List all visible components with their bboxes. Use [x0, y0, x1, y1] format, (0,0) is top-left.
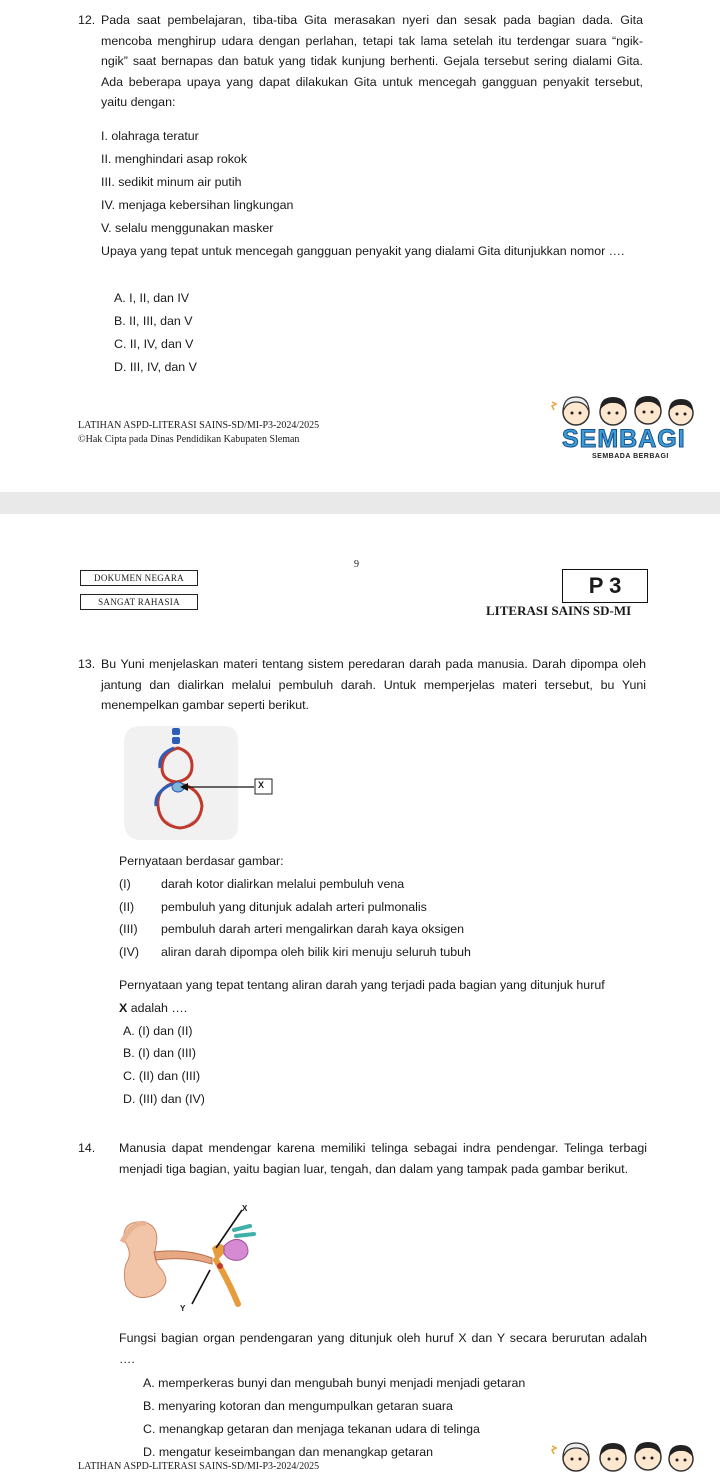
- ear-anatomy-diagram: [116, 1200, 266, 1320]
- kids-illustration: [548, 1436, 698, 1472]
- option-b[interactable]: B. menyaring kotoran dan mengumpulkan getaran suara: [143, 1399, 453, 1413]
- ear-figure: [116, 1200, 266, 1320]
- statement-number: (I): [119, 877, 131, 891]
- question-13-question: Pernyataan yang tepat tentang aliran darah yang terjadi pada bagian yang ditunjuk huruf: [119, 978, 605, 992]
- question-12-number: 12.: [78, 13, 96, 27]
- option-b[interactable]: B. (I) dan (III): [123, 1046, 196, 1060]
- q12-item: V. selalu menggunakan masker: [101, 221, 274, 235]
- secret-label: SANGAT RAHASIA: [80, 594, 198, 610]
- statement-text: pembuluh darah arteri mengalirkan darah kaya oksigen: [161, 922, 465, 936]
- paper-code: P 3: [562, 569, 648, 603]
- bold-letter-x: X: [119, 1001, 128, 1015]
- question-14-intro: Manusia dapat mendengar karena memiliki telinga sebagai indra pendengar. Telinga terbagi menjadi tiga bagian, yaitu bagian luar, tengah, dan dalam yang tampak pada gambar berikut.: [119, 1141, 647, 1176]
- statement-text: aliran darah dipompa oleh bilik kiri menuju seluruh tubuh: [161, 945, 471, 959]
- footer-exam-title: LATIHAN ASPD-LITERASI SAINS-SD/MI-P3-2024/2025: [78, 420, 320, 431]
- footer-kids-illustration: [548, 1436, 698, 1472]
- kids-illustration: [548, 392, 698, 428]
- option-a[interactable]: A. memperkeras bunyi dan mengubah bunyi menjadi menjadi getaran: [143, 1376, 526, 1390]
- q12-item: I. olahraga teratur: [101, 129, 199, 143]
- option-a[interactable]: A. I, II, dan IV: [114, 291, 190, 305]
- option-a[interactable]: A. (I) dan (II): [123, 1024, 193, 1038]
- statement-number: (III): [119, 922, 138, 936]
- subject-title: LITERASI SAINS SD-MI: [486, 603, 632, 618]
- statement-text: pembuluh yang ditunjuk adalah arteri pulmonalis: [161, 900, 427, 914]
- q12-item: IV. menjaga kebersihan lingkungan: [101, 198, 294, 212]
- statement-number: (II): [119, 900, 135, 914]
- question-12-intro: Pada saat pembelajaran, tiba-tiba Gita merasakan nyeri dan sesak pada bagian dada. Gita mencoba menghirup udara dengan perlahan, tetapi tak lama setelah itu terdengar suara “ngik-ngik” saat bernapas dan batuk yang tidak kunjung berhenti. Gejala tersebut sering dialami Gita. Ada beberapa upaya yang dapat dilakukan Gita untuk mencegah gangguan penyakit tersebut, yaitu dengan:: [101, 13, 643, 109]
- option-d[interactable]: D. mengatur keseimbangan dan menangkap getaran: [143, 1445, 433, 1459]
- page-number: 9: [354, 559, 359, 570]
- logo-subtitle: SEMBADA BERBAGI: [592, 453, 669, 460]
- logo-title: SEMBAGI: [562, 425, 686, 453]
- option-d[interactable]: D. III, IV, dan V: [114, 360, 197, 374]
- figure-label-x: X: [258, 780, 265, 790]
- sembagi-logo: [548, 392, 698, 472]
- statement-number: (IV): [119, 945, 139, 959]
- question-13-question-end: [119, 1000, 187, 1016]
- statement-text: darah kotor dialirkan melalui pembuluh vena: [161, 877, 405, 891]
- question-13-intro: Bu Yuni menjelaskan materi tentang sistem peredaran darah pada manusia. Darah dipompa oleh jantung dan dialirkan melalui pembuluh darah. Untuk memperjelas materi tersebut, bu Yuni menempelkan gambar seperti berikut.: [101, 657, 646, 712]
- circulation-figure: [120, 722, 280, 842]
- question-12-question: Upaya yang tepat untuk mencegah gangguan penyakit yang dialami Gita ditunjukkan nomor ….: [101, 244, 625, 258]
- option-d[interactable]: D. (III) dan (IV): [123, 1092, 205, 1106]
- q12-item: II. menghindari asap rokok: [101, 152, 248, 166]
- q12-item: III. sedikit minum air putih: [101, 175, 242, 189]
- page-break: [0, 492, 720, 514]
- statements-title: Pernyataan berdasar gambar:: [119, 854, 284, 868]
- option-c[interactable]: C. II, IV, dan V: [114, 337, 194, 351]
- ear-label-x: X: [242, 1204, 248, 1213]
- option-b[interactable]: B. II, III, dan V: [114, 314, 193, 328]
- blood-circulation-diagram: [120, 722, 280, 842]
- question-14-number: 14.: [78, 1141, 96, 1155]
- doc-label: DOKUMEN NEGARA: [80, 570, 198, 586]
- question-13-question-tail: adalah ….: [127, 1001, 188, 1015]
- question-14-question: Fungsi bagian organ pendengaran yang ditunjuk oleh huruf X dan Y secara berurutan adalah ….: [119, 1331, 647, 1366]
- option-c[interactable]: C. (II) dan (III): [123, 1069, 201, 1083]
- ear-label-y: Y: [180, 1304, 186, 1313]
- footer-exam-title-2: LATIHAN ASPD-LITERASI SAINS-SD/MI-P3-2024/2025: [78, 1461, 320, 1472]
- footer-copyright: ©Hak Cipta pada Dinas Pendidikan Kabupaten Sleman: [78, 434, 300, 445]
- question-13-number: 13.: [78, 657, 96, 671]
- option-c[interactable]: C. menangkap getaran dan menjaga tekanan udara di telinga: [143, 1422, 480, 1436]
